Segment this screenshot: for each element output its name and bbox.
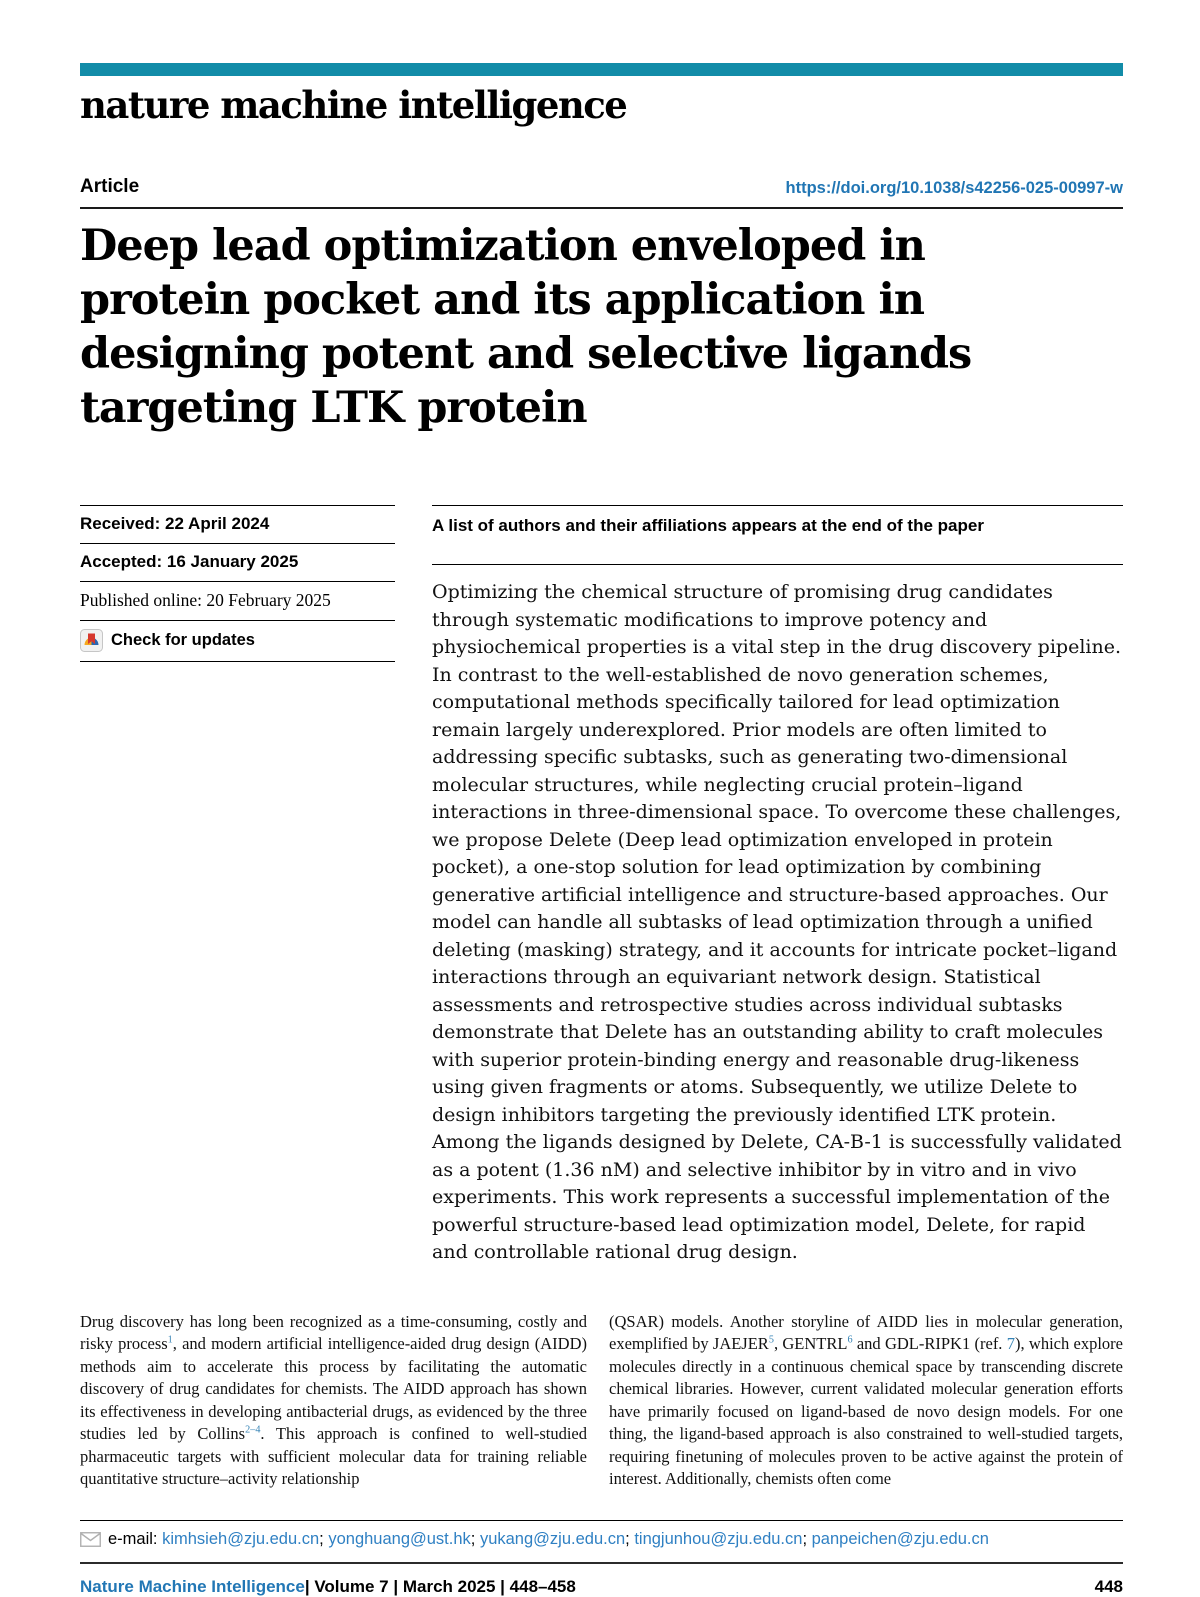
paper-title [80,219,1123,435]
reference-superscript[interactable]: 5 [768,1334,774,1346]
paper-title-line: Deep lead optimization enveloped in [80,221,925,271]
check-for-updates-label: Check for updates [111,631,255,649]
abstract-text: Optimizing the chemical structure of promising drug candidates through systematic modifications to improve potency and physiochemical properties is a vital step in the drug discovery pipeline. In contrast to the well-established de novo generation schemes, computational methods specifically tailored for lead optimization remain largely underexplored. Prior models are often limited to addressing specific subtasks, such as generating two-dimensional molecular structures, while neglecting crucial protein–ligand interactions in three-dimensional space. To overcome these challenges, we propose Delete (Deep lead optimization enveloped in protein pocket), a one-stop solution for lead optimization by combining generative artificial intelligence and structure-based approaches. Our model can handle all subtasks of lead optimization through a unified deleting (masking) strategy, and it accounts for intricate pocket–ligand interactions through an equivariant network design. Statistical assessments and retrospective studies across individual subtasks demonstrate that Delete has an outstanding ability to craft molecules with superior protein-binding energy and reasonable drug-likeness using given fragments or atoms. Subsequently, we utilize Delete to design inhibitors targeting the previously identified LTK protein. Among the ligands designed by Delete, CA-B-1 is successfully validated as a potent (1.36 nM) and selective inhibitor by in vitro and in vivo experiments. This work represents a successful implementation of the powerful structure-based lead optimization model, Delete, for rapid and controllable rational drug design. [432,581,1122,1263]
page-number: 448 [1094,1576,1123,1596]
introduction-section [80,1311,1123,1491]
crossmark-badge-icon [80,629,103,652]
body-column-right: (QSAR) models. Another storyline of AIDD lies in molecular generation, exemplified by JAEJER$^5$, GENTRL$^6$ and GDL-RIPK1 (ref. 7), which explore molecules directly in a continuous chemical space by transcending discrete chemical libraries. However, current validated molecular generation efforts have primarily focused on ligand-based de novo design models. For one thing, the ligand-based approach is also constrained to well-studied targets, requiring finetuning of molecules proven to be active against the protein of interest. Additionally, chemists often come [609,1311,1123,1488]
footer-journal-link[interactable]: Nature Machine Intelligence [80,1576,305,1596]
article-type-label: Article [80,176,140,197]
received-date: Received: 22 April 2024 [80,505,395,543]
email-link[interactable]: yonghuang@ust.hk [328,1529,471,1548]
accepted-date: Accepted: 16 January 2025 [80,543,395,581]
reference-superscript[interactable]: 6 [847,1334,853,1346]
paper-title-line: designing potent and selective ligands [80,329,972,379]
email-link[interactable]: panpeichen@zju.edu.cn [811,1529,989,1548]
page-footer [80,1577,1123,1597]
reference-superscript[interactable]: 2–4 [245,1424,261,1436]
email-link[interactable]: tingjunhou@zju.edu.cn [634,1529,803,1548]
meta-section [80,505,1123,1267]
authors-note: A list of authors and their affiliations appears at the end of the paper [432,505,1123,565]
abstract-section [432,505,1123,1267]
doi-link[interactable]: https://doi.org/10.1038/s42256-025-00997-w [785,179,1123,197]
footer-issue-info: | Volume 7 | March 2025 | 448–458 [304,1576,576,1596]
footer-divider [80,1562,1123,1564]
check-for-updates-button[interactable] [80,620,395,662]
paper-page [80,0,1123,1597]
paper-title-line: protein pocket and its application in [80,275,925,325]
article-header-row [80,176,1123,209]
reference-number[interactable]: 7 [1006,1334,1015,1353]
published-online-date: Published online: 20 February 2025 [80,581,395,620]
email-link[interactable]: yukang@zju.edu.cn [479,1529,626,1548]
body-column-left: Drug discovery has long been recognized as a time-consuming, costly and risky process$^1$, and modern artificial intelligence-aided drug design (AIDD) methods aim to accelerate this process by facilitating the automatic discovery of drug candidates for chemists. The AIDD approach has shown its effectiveness in developing antibacterial drugs, as evidenced by the three studies led by Collins$^{2-4}$. This approach is confined to well-studied pharmaceutic targets with sufficient molecular data for training reliable quantitative structure–activity relationship [80,1311,588,1488]
email-line [80,1521,1123,1549]
paper-title-line: targeting LTK protein [80,383,587,433]
envelope-icon [80,1532,101,1547]
email-link[interactable]: kimhsieh@zju.edu.cn [162,1529,320,1548]
journal-brand-bar [80,63,1123,76]
email-list: e-mail: kimhsieh@zju.edu.cn; yonghuang@ust.hk; yukang@zju.edu.cn; tingjunhou@zju.edu.cn; panpeichen@zju.edu.cn [108,1529,989,1548]
reference-superscript[interactable]: 1 [167,1334,173,1346]
journal-logo: nature machine intelligence [80,83,627,127]
article-history [80,505,395,1267]
